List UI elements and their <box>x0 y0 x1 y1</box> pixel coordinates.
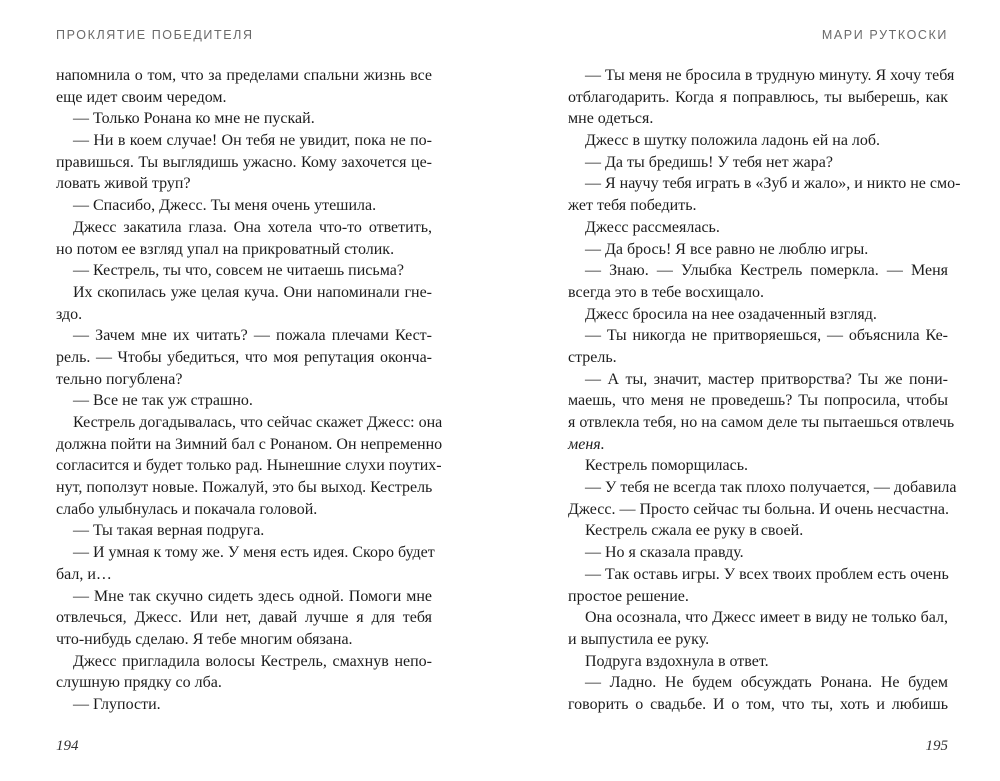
text-line: тельно погублена? <box>56 370 183 388</box>
text-line: — Только Ронана ко мне не пускай. <box>73 110 315 128</box>
text-line: Джесс. — Просто сейчас ты больна. И очень несчастна. <box>568 500 950 518</box>
text-line: — Ладно. Не будем обсуждать Ронана. Не будем <box>585 674 948 692</box>
text-line: рель. — Чтобы убедиться, что моя репутация оконча- <box>56 348 432 366</box>
text-line: правишься. Ты выглядишь ужасно. Кому захочется це- <box>56 153 432 171</box>
text-line: Кестрель сжала ее руку в своей. <box>585 522 804 540</box>
text-line: — Да брось! Я все равно не люблю игры. <box>585 240 869 258</box>
text-line: но потом ее взгляд упал на прикроватный столик. <box>56 240 395 258</box>
text-line: — Ты такая верная подруга. <box>73 522 265 540</box>
text-line: должна пойти на Зимний бал с Ронаном. Он непременно <box>56 435 443 453</box>
text-line: Джесс в шутку положила ладонь ей на лоб. <box>585 132 881 150</box>
text-line: — А ты, значит, мастер притворства? Ты же пони- <box>585 370 948 388</box>
text-line: Джесс закатила глаза. Она хотела что-то ответить, <box>73 218 432 236</box>
text-line: и выпустила ее руку. <box>568 630 710 648</box>
running-head-right: МАРИ РУТКОСКИ <box>821 28 948 42</box>
text-line: — Я научу тебя играть в «Зуб и жало», и никто не смо- <box>585 175 961 193</box>
text-line: здо. <box>56 305 83 323</box>
page-number-left: 194 <box>56 738 79 754</box>
text-line: бал, и… <box>56 565 112 583</box>
text-line: — Спасибо, Джесс. Ты меня очень утешила. <box>73 197 377 215</box>
text-line: нут, поползут новые. Пожалуй, это бы выход. Кестрель <box>56 479 433 497</box>
text-line: — Да ты бредишь! У тебя нет жара? <box>585 153 833 171</box>
text-line: отблагодарить. Когда я поправлюсь, ты выберешь, как <box>568 88 948 106</box>
text-line: слушную прядку со лба. <box>56 674 222 692</box>
text-line: Их скопилась уже целая куча. Они напоминали гне- <box>73 283 432 301</box>
text-line: — Знаю. — Улыбка Кестрель померкла. — Меня <box>585 262 948 280</box>
text-line: ловать живой труп? <box>56 175 191 193</box>
text-line: — Так оставь игры. У всех твоих проблем есть очень <box>585 565 949 583</box>
text-line: Джесс пригладила волосы Кестрель, смахнув непо- <box>73 652 432 670</box>
text-line: всегда это в тебе восхищало. <box>568 283 765 301</box>
text-line: говорить о свадьбе. И о том, что ты, хоть и любишь <box>568 695 948 713</box>
text-line: — Зачем мне их читать? — пожала плечами Кест- <box>73 327 432 345</box>
text-line: — Ты никогда не притворяешься, — объяснила Ке- <box>585 327 948 345</box>
text-line: — Но я сказала правду. <box>585 544 744 562</box>
text-line: Кестрель поморщилась. <box>585 457 748 475</box>
text-line: напомнила о том, что за пределами спальни жизнь все <box>56 67 432 84</box>
text-line: — Мне так скучно сидеть здесь одной. Помоги мне <box>73 587 432 605</box>
text-line: Джесс бросила на нее озадаченный взгляд. <box>585 305 877 323</box>
text-line: Кестрель догадывалась, что сейчас скажет Джесс: она <box>73 414 443 431</box>
text-line: стрель. <box>568 348 617 366</box>
text-line: — Кестрель, ты что, совсем не читаешь письма? <box>73 262 404 280</box>
text-line: Джесс рассмеялась. <box>585 218 720 236</box>
text-line: что-нибудь сделаю. Я тебе многим обязана. <box>56 630 353 648</box>
text-line: — Ты меня не бросила в трудную минуту. Я хочу тебя <box>585 67 955 84</box>
text-line: — У тебя не всегда так плохо получается, — добавила <box>585 479 957 497</box>
text-line: еще идет своим чередом. <box>56 88 227 106</box>
text-line: — И умная к тому же. У меня есть идея. Скоро будет <box>73 544 435 562</box>
text-line: — Глупости. <box>73 695 161 713</box>
right-page <box>568 0 961 781</box>
text-line: меня. <box>568 435 605 453</box>
text-line: я отвлекла тебя, но на самом деле ты пытаешься отвлечь <box>568 414 955 431</box>
text-line: простое решение. <box>568 587 689 605</box>
right-page-text <box>568 65 961 716</box>
text-line: — Все не так уж страшно. <box>73 392 253 410</box>
text-line: отвлечься, Джесс. Или нет, давай лучше я для тебя <box>56 609 432 627</box>
text-line: маешь, что меня не проведешь? Ты попросила, чтобы <box>568 392 948 410</box>
text-line: — Ни в коем случае! Он тебя не увидит, пока не по- <box>73 132 432 150</box>
left-page <box>56 0 443 781</box>
running-head-left: ПРОКЛЯТИЕ ПОБЕДИТЕЛЯ <box>56 28 254 42</box>
page-number-right: 195 <box>925 738 948 754</box>
text-line: жет тебя победить. <box>568 197 697 215</box>
text-line: Она осознала, что Джесс имеет в виду не только бал, <box>585 609 948 627</box>
text-line: Подруга вздохнула в ответ. <box>585 652 769 670</box>
left-page-text <box>56 65 443 716</box>
text-line: согласится и будет только рад. Нынешние слухи поутих- <box>56 457 442 475</box>
text-line: слабо улыбнулась и покачала головой. <box>56 500 318 518</box>
text-line: мне одеться. <box>568 110 654 128</box>
